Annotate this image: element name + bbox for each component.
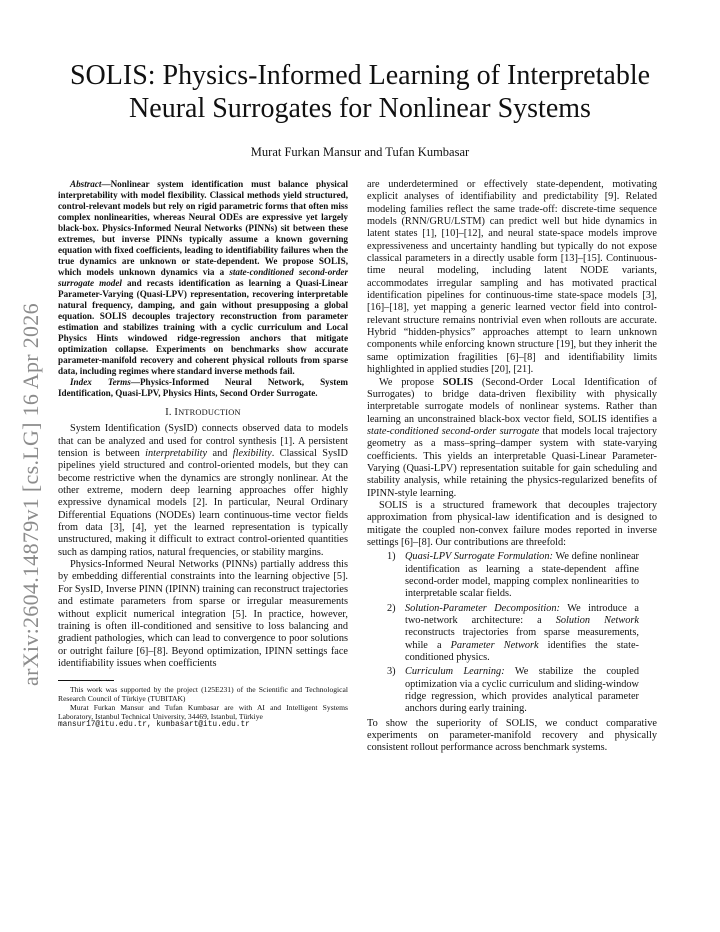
index-terms: Index Terms—Physics-Informed Neural Network, System Identification, Quasi-LPV, Physics Hints, Second Order Surrogate.: [58, 377, 348, 398]
intro-paragraph-5: SOLIS is a structured framework that decouples trajectory approximation from physical-law identification and is designed to mitigate the coupled non-convex failure modes reported in inverse settings [6]–[8]. Our contributions are threefold:: [367, 499, 657, 548]
left-column: [58, 179, 348, 730]
right-column: [367, 179, 657, 755]
arxiv-identifier: arXiv:2604.14879v1 [cs.LG] 16 Apr 2026: [18, 303, 43, 686]
intro-paragraph-3: are underdetermined or effectively state-dependent, motivating explicit analyses of identifiability and predictability [9]. Related modeling families reflect the same trade-off: discrete-time sequence models (RNN/GRU/LSTM) can predict well but hide dynamics in latent states [1], [10]–[12], and neural state-space models improve expressiveness and uncertainty handling but typically do not expose classical parameters in a directly usable form [13]–[15]. Continuous-time neural modeling, including latent NODE variants, accommodates irregular sampling and has motivated practical identification pipelines for continuous-time state-space models [3], [16]–[18], yet mapping a generic learned vector field into control-relevant structure remains nontrivial even when rollouts are accurate. Hybrid “hidden-physics” approaches attempt to learn unknown components while enforcing known structure [19], but they inherit the same optimization fragilities [6]–[8] and identifiability limits highlighted in applied studies [20], [21].: [367, 179, 657, 376]
abstract-label: Abstract: [70, 179, 102, 189]
paper-title: SOLIS: Physics-Informed Learning of Interpretable Neural Surrogates for Nonlinear Systems: [69, 60, 651, 124]
section-heading-introduction: I. INTRODUCTION: [165, 407, 241, 418]
footnote-rule: [58, 680, 114, 681]
footnote-affiliation: Murat Furkan Mansur and Tufan Kumbasar are with AI and Intelligent Systems Laboratory, Istanbul Technical University, 34469, Istanbul, Türkiye: [58, 703, 348, 722]
list-item: 2) Solution-Parameter Decomposition: We introduce a two-network architecture: a Solution Network reconstructs trajectories from sparse measurements, while a Parameter Network identifies the state-conditioned physics.: [387, 602, 640, 664]
intro-paragraph-1: System Identification (SysID) connects observed data to models that can be analyzed and used for control synthesis [1]. A persistent tension is between interpretability and flexibility. Classical SysID pipelines yield structured and control-oriented models, but they can become restrictive when the dynamics are strongly nonlinear. At the other extreme, modern deep learning approaches offer highly expressive dynamical models [2]. In particular, Neural Ordinary Differential Equations (NODEs) learn continuous-time vector fields from data [3], [4], yet the learned representation is typically unstructured, making it difficult to extract control-oriented quantities such as damping ratios, natural frequencies, or stability margins.: [58, 423, 348, 558]
contributions-list: [367, 551, 657, 715]
list-item: 1) Quasi-LPV Surrogate Formulation: We define nonlinear identification as learning a state-dependent affine second-order model, mapping complex nonlinearities to interpretable scalar fields.: [387, 551, 639, 600]
footnote-emails: mansur17@itu.edu.tr, kumbasart@itu.edu.tr: [58, 721, 250, 730]
intro-paragraph-4: We propose SOLIS (Second-Order Local Identification of Surrogates) to bridge data-driven flexibility with physically interpretable surrogate models of nonlinear systems. Rather than learning an unconstrained black-box vector field, SOLIS identifies a state-conditioned second-order surrogate that models local trajectory geometry as a mass–spring–damper system with state-varying coefficients. This yields an interpretable Quasi-Linear Parameter-Varying (Quasi-LPV) representation suitable for gain scheduling and stability analysis, while retaining the physics-regularized benefits of IPINN-style learning.: [367, 376, 657, 499]
paper-authors: Murat Furkan Mansur and Tufan Kumbasar: [250, 145, 470, 159]
index-terms-label: Index Terms: [70, 377, 131, 387]
intro-paragraph-6: To show the superiority of SOLIS, we conduct comparative experiments on parameter-manifold recovery and physically consistent rollout performance across benchmark systems.: [367, 717, 657, 754]
footnote-funding: This work was supported by the project (125E231) of the Scientific and Technological Research Council of Türkiye (TUBITAK): [58, 685, 348, 704]
intro-paragraph-2: Physics-Informed Neural Networks (PINNs) partially address this by embedding differential constraints into the learning objective [5]. For SysID, Inverse PINN (IPINN) training can reconstruct trajectories and estimate parameters from sparse or irregular measurements without explicit numerical integration [5]. In practice, however, training is often ill-conditioned and sensitive to loss balancing and gradient pathologies, which can lead to convergence to poor solutions or outright failure [6]–[8]. Beyond optimization, IPINN settings face identifiability issues when coefficients: [58, 559, 348, 669]
abstract: Abstract—Nonlinear system identification must balance physical interpretability with model flexibility. Classical methods yield structured, control-relevant models but rely on rigid parametric forms that often miss complex nonlinearities, whereas Neural ODEs are expressive yet largely black-box. Physics-Informed Neural Networks (PINNs) sit between these extremes, but inverse PINNs typically assume a known governing equation with fixed coefficients, leading to identifiability failures when the true dynamics are unknown or state-dependent. We propose SOLIS, which models unknown dynamics via a state-conditioned second-order surrogate model and recasts identification as learning a Quasi-Linear Parameter-Varying (Quasi-LPV) representation, recovering interpretable natural frequency, damping, and gain without presupposing a global equation. SOLIS decouples trajectory reconstruction from parameter estimation and stabilizes training with a cyclic curriculum and Local Physics Hints windowed ridge-regression anchors that mitigate optimization collapse. Experiments on benchmarks show accurate parameter-manifold recovery and coherent physical rollouts from sparse data, including regimes where standard inverse methods fail.: [58, 179, 348, 376]
list-item: 3) Curriculum Learning: We stabilize the coupled optimization via a cyclic curriculum and sliding-window ridge regression, which provides analytical parameter anchors during early training.: [387, 666, 639, 715]
